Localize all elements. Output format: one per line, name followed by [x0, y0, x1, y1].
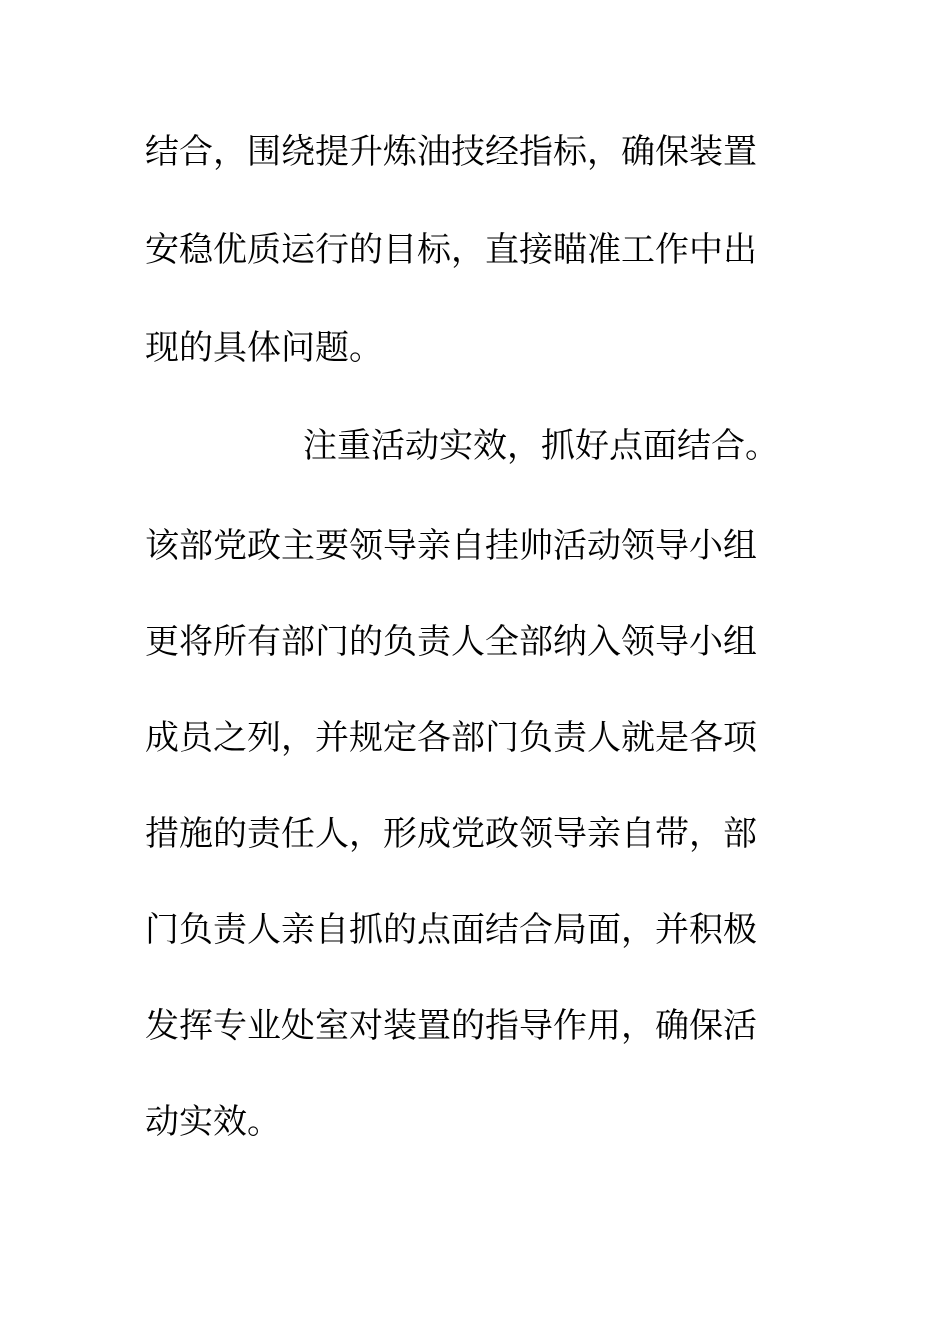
text-line: 结合，围绕提升炼油技经指标，确保装置	[145, 132, 757, 172]
paragraph-1	[145, 118, 807, 412]
document-body	[145, 118, 807, 1184]
paragraph-heading-line: 注重活动实效，抓好点面结合。	[303, 426, 779, 466]
text-line: 该部党政主要领导亲自挂帅活动领导小组	[145, 526, 757, 566]
text-line: 安稳优质运行的目标，直接瞄准工作中出	[145, 230, 757, 270]
text-line: 动实效。	[145, 1102, 281, 1142]
text-line: 现的具体问题。	[145, 328, 383, 368]
text-line: 更将所有部门的负责人全部纳入领导小组	[145, 622, 757, 662]
paragraph-2	[145, 412, 807, 1184]
text-line: 成员之列，并规定各部门负责人就是各项	[145, 718, 757, 758]
text-line: 发挥专业处室对装置的指导作用，确保活	[145, 1006, 757, 1046]
text-line: 措施的责任人，形成党政领导亲自带，部	[145, 814, 757, 854]
text-line: 门负责人亲自抓的点面结合局面，并积极	[145, 910, 757, 950]
